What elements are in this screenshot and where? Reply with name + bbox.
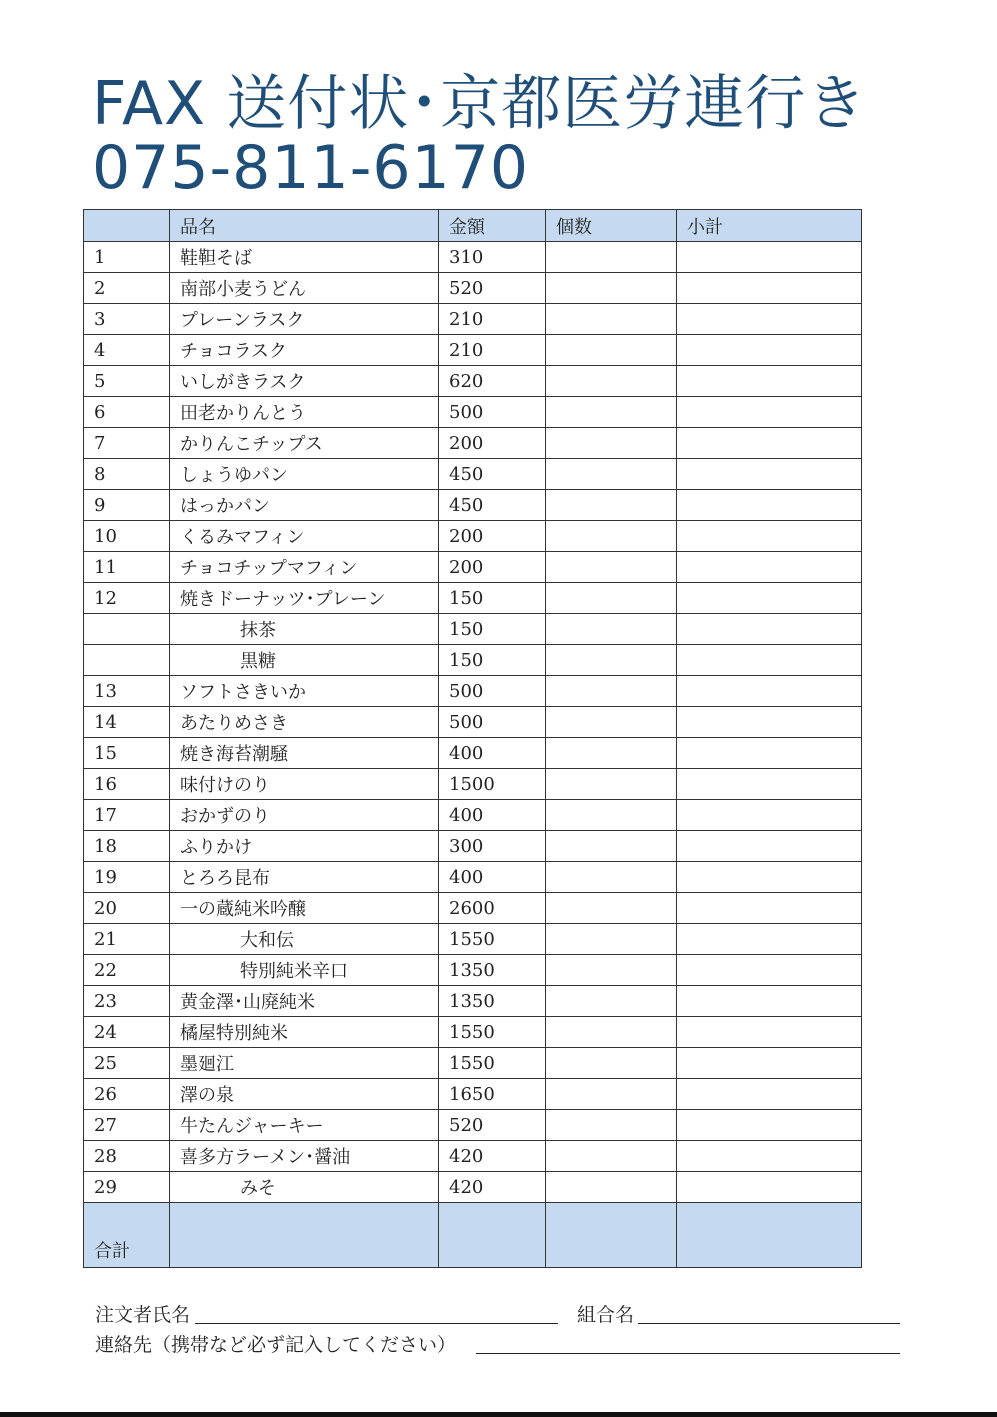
row-item-name: 味付けのり (170, 769, 439, 800)
row-quantity[interactable] (546, 304, 677, 335)
page-bottom-border (0, 1412, 997, 1417)
row-subtotal[interactable] (677, 986, 862, 1017)
row-price: 400 (439, 738, 546, 769)
row-number: 14 (84, 707, 170, 738)
total-label: 合計 (84, 1203, 170, 1268)
table-row (84, 1048, 862, 1079)
header-number (84, 210, 170, 242)
row-item-name: 牛たんジャーキー (170, 1110, 439, 1141)
row-item-name: 南部小麦うどん (170, 273, 439, 304)
row-price: 200 (439, 552, 546, 583)
row-item-name: おかずのり (170, 800, 439, 831)
row-item-name: しょうゆパン (170, 459, 439, 490)
table-row (84, 552, 862, 583)
table-row (84, 800, 862, 831)
table-row (84, 614, 862, 645)
row-subtotal[interactable] (677, 1172, 862, 1203)
row-quantity[interactable] (546, 893, 677, 924)
row-number: 9 (84, 490, 170, 521)
table-row (84, 707, 862, 738)
row-subtotal[interactable] (677, 397, 862, 428)
row-number: 29 (84, 1172, 170, 1203)
row-price: 520 (439, 273, 546, 304)
row-item-name: いしがきラスク (170, 366, 439, 397)
row-item-name: ソフトさきいか (170, 676, 439, 707)
row-number: 22 (84, 955, 170, 986)
table-row (84, 521, 862, 552)
table-row (84, 924, 862, 955)
row-number: 2 (84, 273, 170, 304)
row-price: 1650 (439, 1079, 546, 1110)
row-quantity[interactable] (546, 521, 677, 552)
row-quantity[interactable] (546, 955, 677, 986)
row-number: 13 (84, 676, 170, 707)
row-number: 24 (84, 1017, 170, 1048)
row-subtotal[interactable] (677, 862, 862, 893)
row-subtotal[interactable] (677, 1079, 862, 1110)
row-quantity[interactable] (546, 1048, 677, 1079)
row-number: 11 (84, 552, 170, 583)
row-subtotal[interactable] (677, 924, 862, 955)
row-quantity[interactable] (546, 1172, 677, 1203)
row-price: 210 (439, 335, 546, 366)
row-quantity[interactable] (546, 986, 677, 1017)
row-price: 1550 (439, 1048, 546, 1079)
row-number (84, 614, 170, 645)
table-row (84, 335, 862, 366)
row-quantity[interactable] (546, 428, 677, 459)
table-row (84, 645, 862, 676)
row-subtotal[interactable] (677, 366, 862, 397)
row-number: 17 (84, 800, 170, 831)
row-price: 210 (439, 304, 546, 335)
row-quantity[interactable] (546, 583, 677, 614)
contact-field[interactable] (476, 1353, 900, 1354)
row-number: 28 (84, 1141, 170, 1172)
row-number: 10 (84, 521, 170, 552)
row-price: 1500 (439, 769, 546, 800)
table-row (84, 955, 862, 986)
row-number: 5 (84, 366, 170, 397)
row-subtotal[interactable] (677, 335, 862, 366)
row-quantity[interactable] (546, 335, 677, 366)
table-row (84, 242, 862, 273)
row-subtotal[interactable] (677, 1141, 862, 1172)
fax-title (92, 69, 972, 203)
row-number: 15 (84, 738, 170, 769)
row-quantity[interactable] (546, 769, 677, 800)
row-price: 420 (439, 1172, 546, 1203)
orderer-name-field[interactable] (195, 1323, 558, 1324)
row-item-name: とろろ昆布 (170, 862, 439, 893)
title-line-2: 075-811-6170 (92, 133, 530, 203)
row-price: 150 (439, 583, 546, 614)
row-number: 4 (84, 335, 170, 366)
row-price: 1350 (439, 986, 546, 1017)
row-item-name: 墨廻江 (170, 1048, 439, 1079)
table-header-row (84, 210, 862, 242)
row-number: 3 (84, 304, 170, 335)
row-quantity[interactable] (546, 738, 677, 769)
row-price: 300 (439, 831, 546, 862)
row-price: 500 (439, 676, 546, 707)
row-quantity[interactable] (546, 831, 677, 862)
row-number: 6 (84, 397, 170, 428)
table-row (84, 459, 862, 490)
row-number (84, 645, 170, 676)
row-quantity[interactable] (546, 242, 677, 273)
row-subtotal[interactable] (677, 459, 862, 490)
row-price: 500 (439, 397, 546, 428)
row-item-name: 田老かりんとう (170, 397, 439, 428)
total-quantity-cell[interactable] (546, 1203, 677, 1268)
row-price: 500 (439, 707, 546, 738)
row-subtotal[interactable] (677, 769, 862, 800)
row-number: 7 (84, 428, 170, 459)
row-quantity[interactable] (546, 1079, 677, 1110)
row-price: 310 (439, 242, 546, 273)
row-price: 200 (439, 521, 546, 552)
row-number: 18 (84, 831, 170, 862)
row-quantity[interactable] (546, 1110, 677, 1141)
table-row (84, 1110, 862, 1141)
row-quantity[interactable] (546, 707, 677, 738)
row-number: 19 (84, 862, 170, 893)
row-price: 450 (439, 459, 546, 490)
table-row (84, 1079, 862, 1110)
row-price: 450 (439, 490, 546, 521)
row-price: 200 (439, 428, 546, 459)
row-quantity[interactable] (546, 800, 677, 831)
row-item-name: かりんこチップス (170, 428, 439, 459)
row-item-name: あたりめさき (170, 707, 439, 738)
row-quantity[interactable] (546, 490, 677, 521)
table-row (84, 1017, 862, 1048)
row-quantity[interactable] (546, 1017, 677, 1048)
table-row (84, 893, 862, 924)
row-item-name: 澤の泉 (170, 1079, 439, 1110)
total-subtotal-cell[interactable] (677, 1203, 862, 1268)
row-subtotal[interactable] (677, 521, 862, 552)
row-subtotal[interactable] (677, 676, 862, 707)
row-price: 2600 (439, 893, 546, 924)
row-item-name: 黄金澤･山廃純米 (170, 986, 439, 1017)
row-subtotal[interactable] (677, 583, 862, 614)
row-subtotal[interactable] (677, 1048, 862, 1079)
row-number: 16 (84, 769, 170, 800)
table-row (84, 1172, 862, 1203)
table-row (84, 862, 862, 893)
header-price: 金額 (439, 210, 546, 242)
row-quantity[interactable] (546, 366, 677, 397)
row-subtotal[interactable] (677, 800, 862, 831)
row-number: 20 (84, 893, 170, 924)
row-price: 400 (439, 862, 546, 893)
row-item-name: 特別純米辛口 (170, 955, 439, 986)
row-subtotal[interactable] (677, 242, 862, 273)
row-quantity[interactable] (546, 273, 677, 304)
table-row (84, 366, 862, 397)
table-row (84, 304, 862, 335)
row-number: 27 (84, 1110, 170, 1141)
row-item-name: 黒糖 (170, 645, 439, 676)
order-table (83, 209, 862, 1268)
row-price: 150 (439, 645, 546, 676)
row-item-name: 焼きドーナッツ･プレーン (170, 583, 439, 614)
row-item-name: はっかパン (170, 490, 439, 521)
row-quantity[interactable] (546, 552, 677, 583)
row-price: 150 (439, 614, 546, 645)
union-name-field[interactable] (638, 1323, 900, 1324)
row-quantity[interactable] (546, 862, 677, 893)
table-row (84, 831, 862, 862)
union-name-label: 組合名 (577, 1304, 635, 1326)
row-price: 420 (439, 1141, 546, 1172)
total-row (84, 1203, 862, 1268)
total-name-cell (170, 1203, 439, 1268)
row-quantity[interactable] (546, 924, 677, 955)
row-item-name: 焼き海苔潮騒 (170, 738, 439, 769)
table-row (84, 1141, 862, 1172)
row-item-name: 喜多方ラーメン･醤油 (170, 1141, 439, 1172)
row-item-name: チョコチップマフィン (170, 552, 439, 583)
row-subtotal[interactable] (677, 707, 862, 738)
row-subtotal[interactable] (677, 1110, 862, 1141)
row-number: 23 (84, 986, 170, 1017)
table-row (84, 273, 862, 304)
row-number: 1 (84, 242, 170, 273)
table-row (84, 428, 862, 459)
row-subtotal[interactable] (677, 831, 862, 862)
row-number: 12 (84, 583, 170, 614)
row-number: 25 (84, 1048, 170, 1079)
row-item-name: 橘屋特別純米 (170, 1017, 439, 1048)
row-price: 520 (439, 1110, 546, 1141)
table-row (84, 769, 862, 800)
contact-label: 連絡先（携帯など必ず記入してください） (95, 1334, 457, 1356)
row-item-name: ふりかけ (170, 831, 439, 862)
row-number: 26 (84, 1079, 170, 1110)
row-item-name: 一の蔵純米吟醸 (170, 893, 439, 924)
row-quantity[interactable] (546, 1141, 677, 1172)
row-subtotal[interactable] (677, 614, 862, 645)
row-quantity[interactable] (546, 676, 677, 707)
row-price: 1550 (439, 924, 546, 955)
row-quantity[interactable] (546, 397, 677, 428)
orderer-name-label: 注文者氏名 (95, 1304, 191, 1326)
row-item-name: 鞋靼そば (170, 242, 439, 273)
table-row (84, 738, 862, 769)
row-price: 1350 (439, 955, 546, 986)
row-item-name: チョコラスク (170, 335, 439, 366)
row-item-name: みそ (170, 1172, 439, 1203)
row-quantity[interactable] (546, 645, 677, 676)
row-subtotal[interactable] (677, 955, 862, 986)
table-row (84, 490, 862, 521)
title-line-1: FAX 送付状･京都医労連行き (92, 69, 868, 139)
table-row (84, 986, 862, 1017)
row-subtotal[interactable] (677, 490, 862, 521)
row-subtotal[interactable] (677, 273, 862, 304)
row-subtotal[interactable] (677, 738, 862, 769)
header-subtotal: 小計 (677, 210, 862, 242)
header-item-name: 品名 (170, 210, 439, 242)
row-subtotal[interactable] (677, 304, 862, 335)
row-number: 8 (84, 459, 170, 490)
row-item-name: 大和伝 (170, 924, 439, 955)
row-subtotal[interactable] (677, 645, 862, 676)
table-row (84, 397, 862, 428)
row-subtotal[interactable] (677, 552, 862, 583)
row-item-name: 抹茶 (170, 614, 439, 645)
total-price-cell (439, 1203, 546, 1268)
row-price: 400 (439, 800, 546, 831)
row-price: 1550 (439, 1017, 546, 1048)
row-subtotal[interactable] (677, 1017, 862, 1048)
row-subtotal[interactable] (677, 428, 862, 459)
row-item-name: プレーンラスク (170, 304, 439, 335)
row-quantity[interactable] (546, 459, 677, 490)
row-quantity[interactable] (546, 614, 677, 645)
table-row (84, 583, 862, 614)
header-quantity: 個数 (546, 210, 677, 242)
row-price: 620 (439, 366, 546, 397)
row-item-name: くるみマフィン (170, 521, 439, 552)
row-subtotal[interactable] (677, 893, 862, 924)
table-row (84, 676, 862, 707)
row-number: 21 (84, 924, 170, 955)
